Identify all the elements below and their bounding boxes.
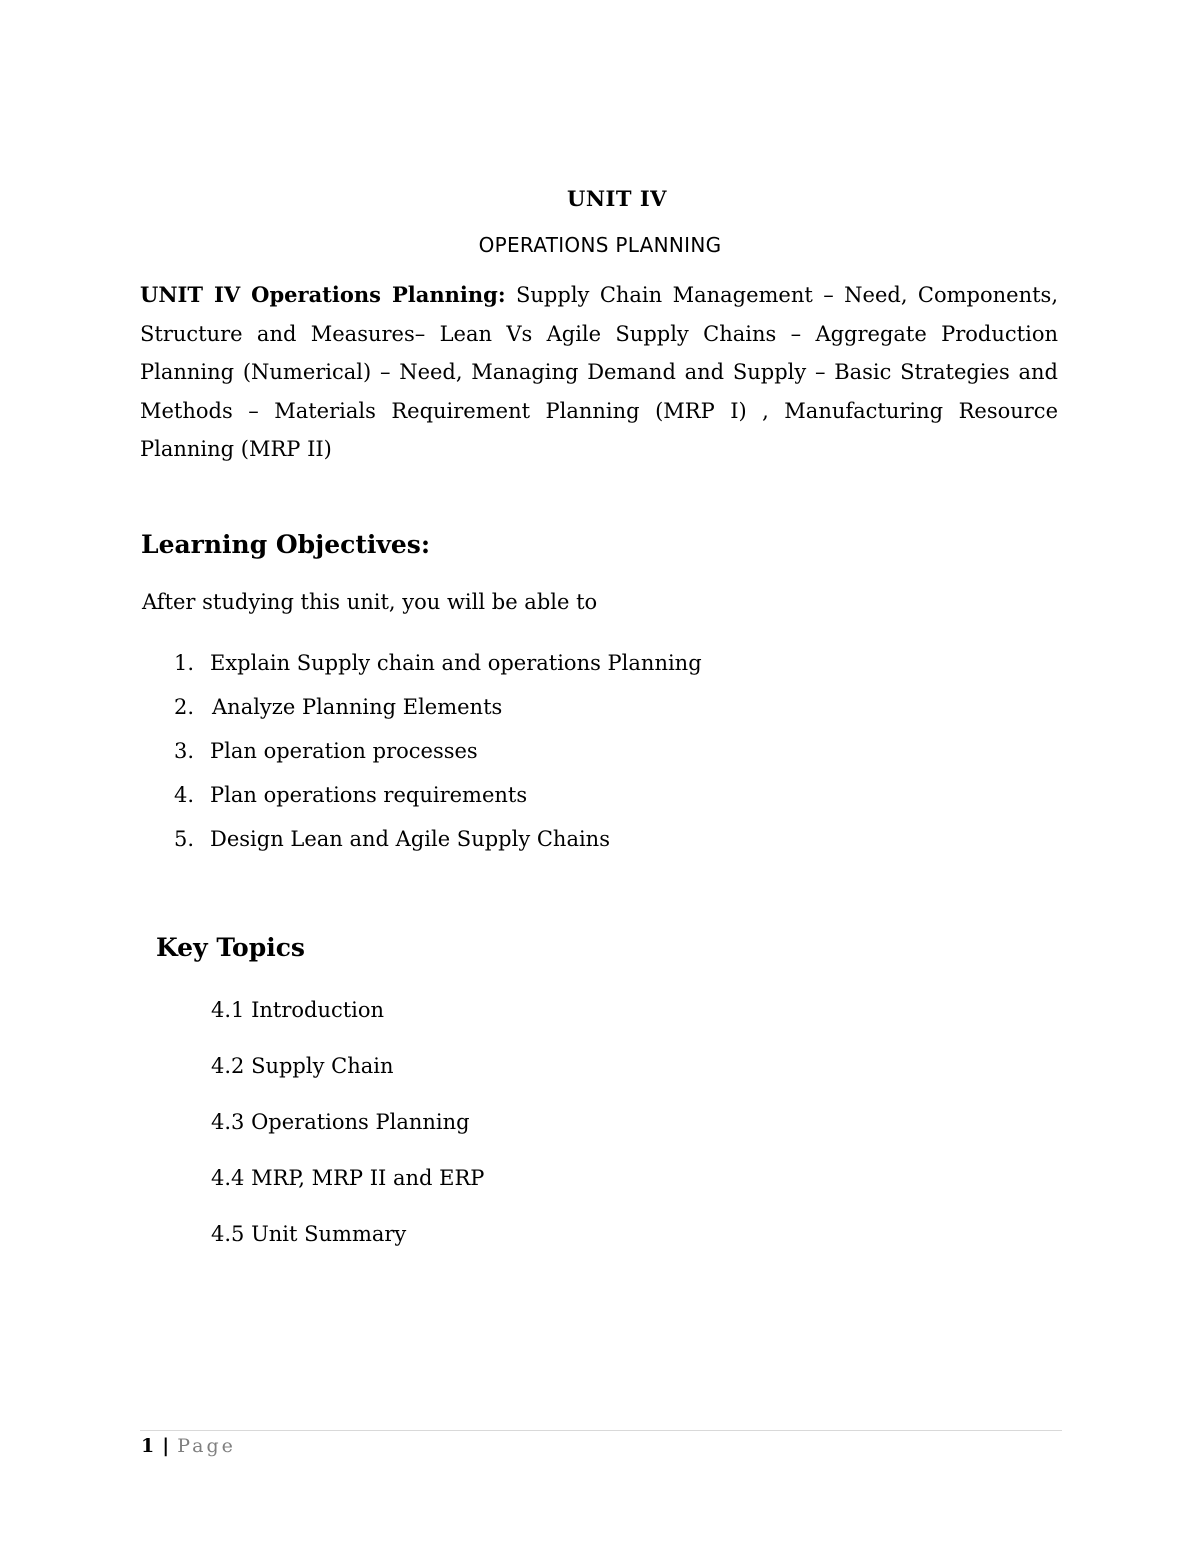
list-item-text: Design Lean and Agile Supply Chains [210,827,610,851]
unit-title: UNIT IV [567,186,667,211]
topic-item: 4.3 Operations Planning [211,1110,470,1134]
page-footer [141,1433,236,1459]
topic-item: 4.5 Unit Summary [211,1222,407,1246]
topic-item: 4.4 MRP, MRP II and ERP [211,1166,485,1190]
key-topics-list [211,992,484,1272]
list-item-text: Analyze Planning Elements [212,695,503,719]
list-item-number: 4. [174,783,195,807]
list-item-number: 5. [174,827,195,851]
syllabus-paragraph [140,276,1058,469]
list-item-text: Explain Supply chain and operations Planning [210,651,702,675]
syllabus-text: Supply Chain Management – Need, Components, Structure and Measures– Lean Vs Agile Supply Chains – Aggregate Production Planning (Numerical) – Need, Managing Demand and Supply – Basic Strategies and Methods – Materials Requirement Planning (MRP I) , Manufacturing Resource Planning (MRP II) [140,283,1058,461]
learning-objectives-intro: After studying this unit, you will be able to [142,590,598,614]
footer-divider [140,1430,1062,1431]
unit-subtitle: OPERATIONS PLANNING [478,233,722,257]
list-item-number: 1. [174,651,195,675]
syllabus-lead: UNIT IV Operations Planning: [140,282,506,307]
list-item-number: 2. [174,695,195,719]
list-item-text: Plan operation processes [210,739,478,763]
key-topics-heading: Key Topics [156,933,305,962]
list-item-number: 3. [174,739,195,763]
list-item-text: Plan operations requirements [210,783,528,807]
topic-item: 4.1 Introduction [211,998,385,1022]
page-number: 1 [141,1435,155,1457]
page-label: Page [177,1435,236,1457]
learning-objectives-heading: Learning Objectives: [141,530,431,559]
topic-item: 4.2 Supply Chain [211,1054,394,1078]
footer-separator: | [162,1435,170,1457]
